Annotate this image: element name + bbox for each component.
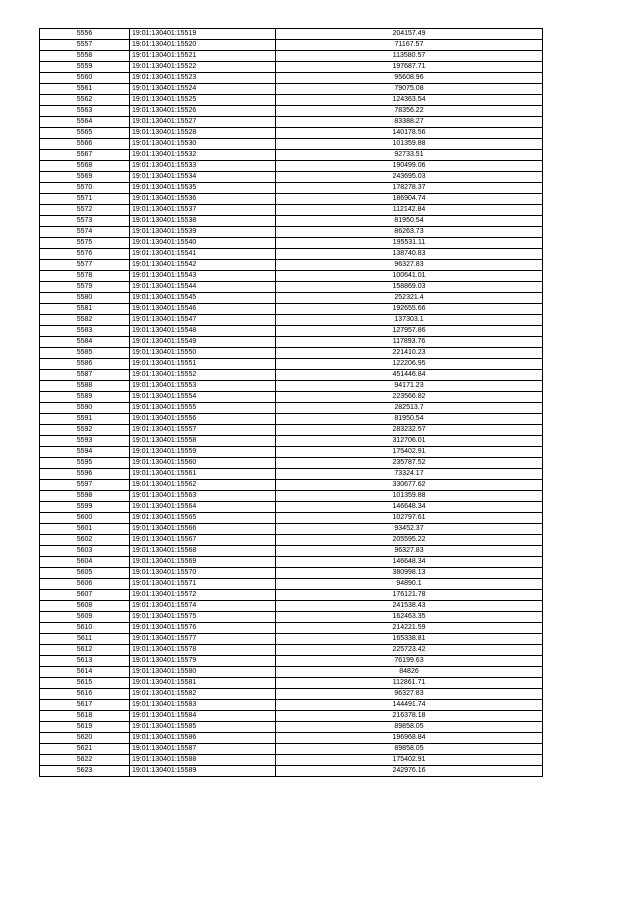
row-number-cell: 5606 [40,579,130,590]
table-row [40,29,543,40]
cadastral-number-cell: 19:01:130401:15556 [130,414,276,425]
table-row [40,447,543,458]
value-cell: 146648.34 [276,557,543,568]
cadastral-number-cell: 19:01:130401:15580 [130,667,276,678]
table-row [40,392,543,403]
value-cell: 112861.71 [276,678,543,689]
cadastral-number-cell: 19:01:130401:15570 [130,568,276,579]
cadastral-number-cell: 19:01:130401:15530 [130,139,276,150]
row-number-cell: 5568 [40,161,130,172]
row-number-cell: 5577 [40,260,130,271]
cadastral-number-cell: 19:01:130401:15539 [130,227,276,238]
row-number-cell: 5608 [40,601,130,612]
table-row [40,183,543,194]
cadastral-number-cell: 19:01:130401:15575 [130,612,276,623]
cadastral-number-cell: 19:01:130401:15538 [130,216,276,227]
value-cell: 112142.84 [276,205,543,216]
row-number-cell: 5559 [40,62,130,73]
row-number-cell: 5562 [40,95,130,106]
cadastral-number-cell: 19:01:130401:15521 [130,51,276,62]
cadastral-number-cell: 19:01:130401:15558 [130,436,276,447]
table-row [40,150,543,161]
table-row [40,645,543,656]
table-row [40,733,543,744]
row-number-cell: 5614 [40,667,130,678]
row-number-cell: 5576 [40,249,130,260]
value-cell: 86263.73 [276,227,543,238]
row-number-cell: 5605 [40,568,130,579]
value-cell: 235787.52 [276,458,543,469]
value-cell: 216378.18 [276,711,543,722]
value-cell: 175402.91 [276,447,543,458]
row-number-cell: 5589 [40,392,130,403]
cadastral-number-cell: 19:01:130401:15587 [130,744,276,755]
table-row [40,315,543,326]
row-number-cell: 5609 [40,612,130,623]
value-cell: 146648.34 [276,502,543,513]
table-row [40,590,543,601]
value-cell: 283232.57 [276,425,543,436]
cadastral-number-cell: 19:01:130401:15542 [130,260,276,271]
value-cell: 95608.96 [276,73,543,84]
value-cell: 96327.83 [276,689,543,700]
table-row [40,227,543,238]
table-row [40,128,543,139]
cadastral-number-cell: 19:01:130401:15550 [130,348,276,359]
row-number-cell: 5578 [40,271,130,282]
value-cell: 196968.84 [276,733,543,744]
value-cell: 330677.62 [276,480,543,491]
value-cell: 158869.03 [276,282,543,293]
row-number-cell: 5584 [40,337,130,348]
row-number-cell: 5591 [40,414,130,425]
row-number-cell: 5579 [40,282,130,293]
value-cell: 96327.83 [276,260,543,271]
table-row [40,293,543,304]
row-number-cell: 5560 [40,73,130,84]
cadastral-number-cell: 19:01:130401:15555 [130,403,276,414]
row-number-cell: 5581 [40,304,130,315]
cadastral-number-cell: 19:01:130401:15552 [130,370,276,381]
cadastral-number-cell: 19:01:130401:15525 [130,95,276,106]
row-number-cell: 5586 [40,359,130,370]
cadastral-number-cell: 19:01:130401:15582 [130,689,276,700]
cadastral-number-cell: 19:01:130401:15553 [130,381,276,392]
value-cell: 94171.23 [276,381,543,392]
table-row [40,370,543,381]
table-row [40,678,543,689]
table-row [40,436,543,447]
table-row [40,161,543,172]
value-cell: 89858.05 [276,744,543,755]
value-cell: 93452.37 [276,524,543,535]
value-cell: 137303.1 [276,315,543,326]
table-row [40,403,543,414]
value-cell: 138740.83 [276,249,543,260]
value-cell: 81950.54 [276,414,543,425]
table-row [40,40,543,51]
table-row [40,249,543,260]
table-row [40,425,543,436]
row-number-cell: 5575 [40,238,130,249]
cadastral-number-cell: 19:01:130401:15545 [130,293,276,304]
value-cell: 79075.08 [276,84,543,95]
row-number-cell: 5580 [40,293,130,304]
value-cell: 144491.74 [276,700,543,711]
row-number-cell: 5604 [40,557,130,568]
table-row [40,238,543,249]
row-number-cell: 5616 [40,689,130,700]
table-row [40,480,543,491]
value-cell: 223566.82 [276,392,543,403]
row-number-cell: 5592 [40,425,130,436]
cadastral-number-cell: 19:01:130401:15586 [130,733,276,744]
table-row [40,612,543,623]
cadastral-number-cell: 19:01:130401:15540 [130,238,276,249]
cadastral-number-cell: 19:01:130401:15547 [130,315,276,326]
value-cell: 71167.57 [276,40,543,51]
row-number-cell: 5556 [40,29,130,40]
row-number-cell: 5590 [40,403,130,414]
row-number-cell: 5572 [40,205,130,216]
table-row [40,744,543,755]
cadastral-number-cell: 19:01:130401:15577 [130,634,276,645]
cadastral-number-cell: 19:01:130401:15566 [130,524,276,535]
row-number-cell: 5587 [40,370,130,381]
value-cell: 96327.83 [276,546,543,557]
row-number-cell: 5615 [40,678,130,689]
value-cell: 140178.56 [276,128,543,139]
cadastral-number-cell: 19:01:130401:15520 [130,40,276,51]
cadastral-number-cell: 19:01:130401:15549 [130,337,276,348]
table-row [40,348,543,359]
row-number-cell: 5619 [40,722,130,733]
value-cell: 195531.11 [276,238,543,249]
row-number-cell: 5600 [40,513,130,524]
cadastral-number-cell: 19:01:130401:15588 [130,755,276,766]
row-number-cell: 5617 [40,700,130,711]
cadastral-number-cell: 19:01:130401:15537 [130,205,276,216]
table-row [40,469,543,480]
value-cell: 165338.81 [276,634,543,645]
table-row [40,546,543,557]
row-number-cell: 5571 [40,194,130,205]
cadastral-number-cell: 19:01:130401:15533 [130,161,276,172]
value-cell: 83388.27 [276,117,543,128]
row-number-cell: 5569 [40,172,130,183]
value-cell: 84826 [276,667,543,678]
value-cell: 94890.1 [276,579,543,590]
table-row [40,51,543,62]
table-row [40,568,543,579]
value-cell: 113580.57 [276,51,543,62]
row-number-cell: 5596 [40,469,130,480]
value-cell: 78356.22 [276,106,543,117]
table-row [40,667,543,678]
value-cell: 243695.03 [276,172,543,183]
row-number-cell: 5598 [40,491,130,502]
cadastral-number-cell: 19:01:130401:15568 [130,546,276,557]
cadastral-number-cell: 19:01:130401:15578 [130,645,276,656]
table-body [40,29,543,777]
value-cell: 178278.37 [276,183,543,194]
cadastral-number-cell: 19:01:130401:15584 [130,711,276,722]
row-number-cell: 5557 [40,40,130,51]
row-number-cell: 5567 [40,150,130,161]
row-number-cell: 5599 [40,502,130,513]
value-cell: 124363.54 [276,95,543,106]
cadastral-number-cell: 19:01:130401:15569 [130,557,276,568]
value-cell: 221410.23 [276,348,543,359]
cadastral-number-cell: 19:01:130401:15528 [130,128,276,139]
value-cell: 451446.84 [276,370,543,381]
value-cell: 102797.61 [276,513,543,524]
row-number-cell: 5611 [40,634,130,645]
value-cell: 214221.59 [276,623,543,634]
table-row [40,535,543,546]
value-cell: 204157.49 [276,29,543,40]
row-number-cell: 5601 [40,524,130,535]
table-row [40,205,543,216]
value-cell: 122206.95 [276,359,543,370]
value-cell: 282513.7 [276,403,543,414]
cadastral-number-cell: 19:01:130401:15524 [130,84,276,95]
row-number-cell: 5593 [40,436,130,447]
value-cell: 312706.01 [276,436,543,447]
row-number-cell: 5563 [40,106,130,117]
cadastral-number-cell: 19:01:130401:15576 [130,623,276,634]
table-row [40,260,543,271]
cadastral-number-cell: 19:01:130401:15546 [130,304,276,315]
table-row [40,381,543,392]
value-cell: 380998.13 [276,568,543,579]
row-number-cell: 5602 [40,535,130,546]
row-number-cell: 5565 [40,128,130,139]
table-row [40,601,543,612]
value-cell: 192655.66 [276,304,543,315]
row-number-cell: 5566 [40,139,130,150]
value-cell: 76199.63 [276,656,543,667]
value-cell: 92733.51 [276,150,543,161]
table-row [40,172,543,183]
table-row [40,414,543,425]
cadastral-number-cell: 19:01:130401:15574 [130,601,276,612]
row-number-cell: 5583 [40,326,130,337]
table-row [40,634,543,645]
cadastral-number-cell: 19:01:130401:15565 [130,513,276,524]
value-cell: 73324.17 [276,469,543,480]
table-row [40,689,543,700]
row-number-cell: 5607 [40,590,130,601]
table-row [40,579,543,590]
cadastral-number-cell: 19:01:130401:15571 [130,579,276,590]
value-cell: 176121.78 [276,590,543,601]
table-row [40,359,543,370]
row-number-cell: 5561 [40,84,130,95]
value-cell: 175402.91 [276,755,543,766]
row-number-cell: 5603 [40,546,130,557]
cadastral-number-cell: 19:01:130401:15581 [130,678,276,689]
row-number-cell: 5558 [40,51,130,62]
table-row [40,95,543,106]
cadastral-number-cell: 19:01:130401:15541 [130,249,276,260]
cadastral-number-cell: 19:01:130401:15548 [130,326,276,337]
table-row [40,117,543,128]
value-cell: 81950.54 [276,216,543,227]
value-cell: 101359.88 [276,139,543,150]
cadastral-number-cell: 19:01:130401:15585 [130,722,276,733]
value-cell: 89858.05 [276,722,543,733]
cadastral-number-cell: 19:01:130401:15563 [130,491,276,502]
cadastral-number-cell: 19:01:130401:15522 [130,62,276,73]
cadastral-number-cell: 19:01:130401:15589 [130,766,276,777]
cadastral-number-cell: 19:01:130401:15583 [130,700,276,711]
table-row [40,106,543,117]
row-number-cell: 5623 [40,766,130,777]
table-row [40,502,543,513]
row-number-cell: 5585 [40,348,130,359]
cadastral-number-cell: 19:01:130401:15567 [130,535,276,546]
table-row [40,62,543,73]
table-row [40,755,543,766]
table-row [40,766,543,777]
cadastral-number-cell: 19:01:130401:15544 [130,282,276,293]
row-number-cell: 5621 [40,744,130,755]
row-number-cell: 5573 [40,216,130,227]
table-row [40,326,543,337]
table-row [40,282,543,293]
table-row [40,84,543,95]
cadastral-number-cell: 19:01:130401:15561 [130,469,276,480]
table-row [40,304,543,315]
cadastral-number-cell: 19:01:130401:15526 [130,106,276,117]
cadastral-number-cell: 19:01:130401:15562 [130,480,276,491]
cadastral-number-cell: 19:01:130401:15534 [130,172,276,183]
table-row [40,458,543,469]
row-number-cell: 5564 [40,117,130,128]
row-number-cell: 5597 [40,480,130,491]
cadastral-number-cell: 19:01:130401:15527 [130,117,276,128]
value-cell: 100641.01 [276,271,543,282]
table-row [40,711,543,722]
row-number-cell: 5610 [40,623,130,634]
row-number-cell: 5570 [40,183,130,194]
value-cell: 225723.42 [276,645,543,656]
value-cell: 162463.35 [276,612,543,623]
cadastral-number-cell: 19:01:130401:15543 [130,271,276,282]
value-cell: 117893.76 [276,337,543,348]
table-row [40,491,543,502]
cadastral-number-cell: 19:01:130401:15523 [130,73,276,84]
cadastral-number-cell: 19:01:130401:15536 [130,194,276,205]
cadastral-number-cell: 19:01:130401:15535 [130,183,276,194]
value-cell: 252321.4 [276,293,543,304]
cadastral-number-cell: 19:01:130401:15551 [130,359,276,370]
table-row [40,337,543,348]
table-row [40,557,543,568]
value-cell: 197687.71 [276,62,543,73]
row-number-cell: 5595 [40,458,130,469]
table-row [40,271,543,282]
table-row [40,623,543,634]
row-number-cell: 5622 [40,755,130,766]
cadastral-number-cell: 19:01:130401:15519 [130,29,276,40]
table-row [40,513,543,524]
value-cell: 190499.06 [276,161,543,172]
cadastral-number-cell: 19:01:130401:15579 [130,656,276,667]
value-cell: 205595.22 [276,535,543,546]
row-number-cell: 5612 [40,645,130,656]
value-cell: 101359.88 [276,491,543,502]
row-number-cell: 5618 [40,711,130,722]
value-cell: 242976.16 [276,766,543,777]
table-row [40,524,543,535]
table-row [40,73,543,84]
cadastral-number-cell: 19:01:130401:15560 [130,458,276,469]
value-cell: 186904.74 [276,194,543,205]
row-number-cell: 5620 [40,733,130,744]
table-row [40,216,543,227]
table-row [40,139,543,150]
row-number-cell: 5594 [40,447,130,458]
value-cell: 241538.43 [276,601,543,612]
table-row [40,722,543,733]
data-table [39,28,543,777]
table-row [40,656,543,667]
cadastral-number-cell: 19:01:130401:15564 [130,502,276,513]
cadastral-number-cell: 19:01:130401:15557 [130,425,276,436]
cadastral-number-cell: 19:01:130401:15572 [130,590,276,601]
cadastral-number-cell: 19:01:130401:15559 [130,447,276,458]
table-row [40,194,543,205]
row-number-cell: 5613 [40,656,130,667]
row-number-cell: 5582 [40,315,130,326]
cadastral-number-cell: 19:01:130401:15532 [130,150,276,161]
row-number-cell: 5588 [40,381,130,392]
row-number-cell: 5574 [40,227,130,238]
value-cell: 127957.86 [276,326,543,337]
table-row [40,700,543,711]
cadastral-number-cell: 19:01:130401:15554 [130,392,276,403]
